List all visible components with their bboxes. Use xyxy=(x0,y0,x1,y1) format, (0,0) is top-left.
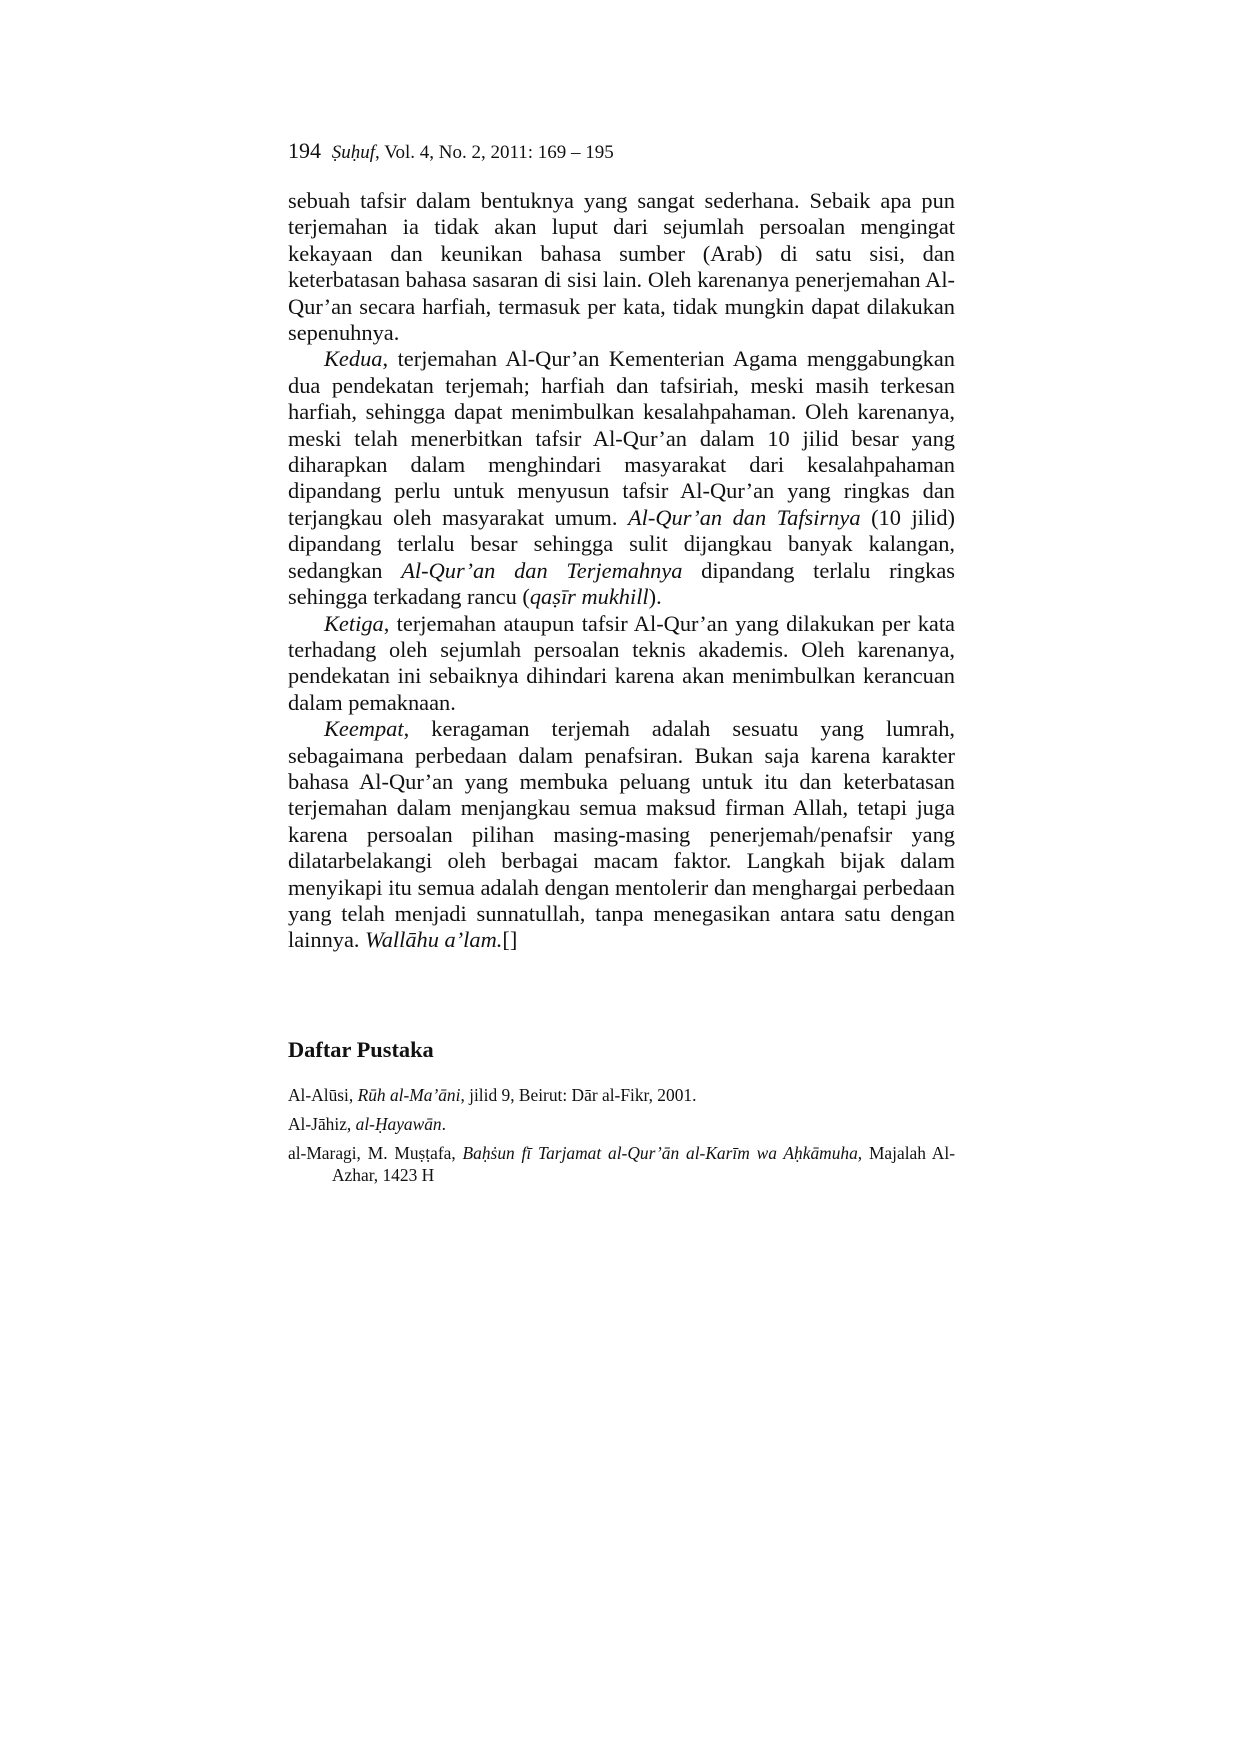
bibliography-heading: Daftar Pustaka xyxy=(288,1036,434,1062)
paragraph-text: , terjemahan ataupun tafsir Al-Qur’an yang dilakukan per kata terhadang oleh sejumlah persoalan teknis akademis. Oleh karenanya, pendekatan ini sebaiknya dihindari karena akan menimbulkan kerancuan dalam pemaknaan. xyxy=(288,610,955,715)
reference-entry xyxy=(288,1084,955,1106)
paragraph-4 xyxy=(288,716,955,954)
reference-list xyxy=(288,1084,955,1186)
document-page xyxy=(288,138,955,1193)
paragraph-3 xyxy=(288,611,955,717)
reference-details: , jilid 9, Beirut: Dār al-Fikr, 2001. xyxy=(460,1084,697,1105)
paragraph-text: sebuah tafsir dalam bentuknya yang sangat sederhana. Sebaik apa pun terjemahan ia tidak akan luput dari sejumlah persoalan mengingat kekayaan dan keunikan bahasa sumber (Arab) di satu sisi, dan keterbatasan bahasa sasaran di sisi lain. Oleh karenanya penerjemahan Al-Qur’an secara harfiah, termasuk per kata, tidak mungkin dapat dilakukan sepenuhnya. xyxy=(288,188,955,346)
reference-author: al-Maragi, M. Muṣṭafa, xyxy=(288,1142,463,1163)
reference-details: Majalah Al-Azhar, 1423 H xyxy=(332,1142,955,1185)
paragraph-lead: Kedua xyxy=(324,346,383,372)
arabic-term: qaṣīr mukhill xyxy=(529,584,649,610)
reference-author: Al-Alūsi, xyxy=(288,1084,358,1105)
paragraph-2 xyxy=(288,346,955,610)
reference-entry xyxy=(288,1142,955,1186)
paragraph-text: (10 jilid) dipandang terlalu besar sehingga sulit dijangkau banyak kalangan, sedangkan xyxy=(288,504,955,583)
reference-title: al-Ḥayawān xyxy=(355,1113,442,1134)
paragraph-1 xyxy=(288,188,955,346)
book-title: Al-Qur’an dan Terjemahnya xyxy=(401,557,683,583)
end-mark: [] xyxy=(502,927,518,953)
paragraph-lead: Keempat xyxy=(324,716,404,742)
paragraph-text: dipandang terlalu ringkas sehingga terkadang rancu ( xyxy=(288,557,955,610)
book-title: Al-Qur’an dan Tafsirnya xyxy=(627,504,861,530)
closing-phrase: Wallāhu a’lam. xyxy=(365,927,503,953)
journal-citation: , Vol. 4, No. 2, 2011: 169 – 195 xyxy=(375,142,614,163)
paragraph-lead: Ketiga xyxy=(324,610,384,636)
reference-details: . xyxy=(441,1113,446,1134)
reference-author: Al-Jāhiz, xyxy=(288,1113,356,1134)
reference-entry xyxy=(288,1113,955,1135)
journal-name: Ṣuḥuf xyxy=(331,142,376,163)
reference-title: Baḥṡun fī Tarjamat al-Qur’ān al-Karīm wa Aḥkāmuha, xyxy=(462,1142,863,1163)
paragraph-text: , terjemahan Al-Qur’an Kementerian Agama menggabungkan dua pendekatan terjemah; harfiah dan tafsiriah, meski masih terkesan harfiah, sehingga dapat menimbulkan kesalahpahaman. Oleh karenanya, meski telah menerbitkan tafsir Al-Qur’an dalam 10 jilid besar yang diharapkan dalam menghindari masyarakat dari kesalahpahaman dipandang perlu untuk menyusun tafsir Al-Qur’an yang ringkas dan terjangkau oleh masyarakat umum. xyxy=(288,346,955,530)
paragraph-text: ). xyxy=(648,584,662,610)
paragraph-text: , keragaman terjemah adalah sesuatu yang lumrah, sebagaimana perbedaan dalam penafsiran. Bukan saja karena karakter bahasa Al-Qur’an yang membuka peluang untuk itu dan keterbatasan terjemahan dalam menjangkau semua maksud firman Allah, tetapi juga karena persoalan pilihan masing-masing penerjemah/penafsir yang dilatarbelakangi oleh berbagai macam faktor. Langkah bijak dalam menyikapi itu semua adalah dengan mentolerir dan menghargai perbedaan yang telah menjadi sunnatullah, tanpa menegasikan antara satu dengan lainnya. xyxy=(288,716,955,953)
running-header xyxy=(288,138,955,166)
body-text xyxy=(288,188,955,954)
reference-title: Rūh al-Ma’āni xyxy=(357,1084,461,1105)
page-number: 194 xyxy=(288,138,321,163)
